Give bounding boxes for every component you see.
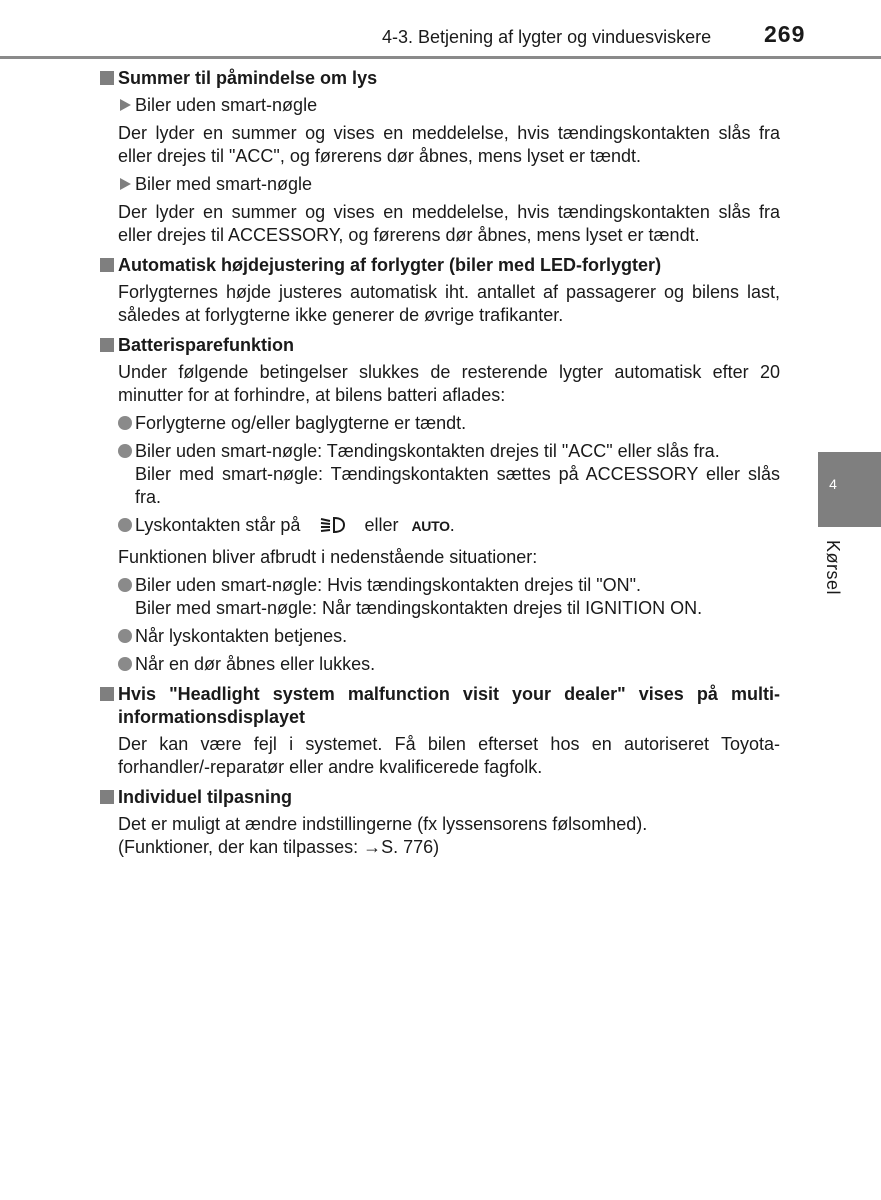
header-divider (0, 56, 881, 59)
circle-bullet-icon (118, 416, 132, 430)
page-reference-link[interactable]: (Funktioner, der kan tilpasses: →S. 776) (118, 837, 440, 857)
circle-bullet-icon (118, 578, 132, 592)
section-heading-malfunction: Hvis "Headlight system malfunction visit your dealer" vises på multi-informationsdisplayet (100, 683, 780, 729)
page-header (0, 0, 881, 60)
chapter-number: 4 (829, 476, 837, 492)
page-content (100, 67, 780, 864)
circle-bullet-icon (118, 657, 132, 671)
square-bullet-icon (100, 338, 114, 352)
auto-light-icon: AUTO (411, 518, 450, 534)
circle-bullet-icon (118, 629, 132, 643)
subheading-with-smart-key: Biler med smart-nøgle (118, 173, 780, 196)
chapter-label: Kørsel (823, 540, 843, 596)
triangle-bullet-icon (120, 99, 131, 111)
circle-bullet-icon (118, 518, 132, 532)
square-bullet-icon (100, 258, 114, 272)
paragraph: Det er muligt at ændre indstillingerne (fx lyssensorens følsomhed). (Funktioner, der kan tilpasses: →S. 776) (118, 813, 780, 859)
list-item: Når en dør åbnes eller lukkes. (118, 653, 780, 676)
circle-bullet-icon (118, 444, 132, 458)
subheading-without-smart-key: Biler uden smart-nøgle (118, 94, 780, 117)
paragraph: Forlygternes højde justeres automatisk iht. antallet af passagerer og bilens last, således at forlygterne ikke generer de øvrige trafikanter. (118, 282, 780, 325)
list-item: Biler uden smart-nøgle: Tændingskontakten drejes til "ACC" eller slås fra. Biler med smart-nøgle: Tændingskontakten sættes på ACCESSORY eller slås fra. (118, 440, 780, 509)
paragraph: Der lyder en summer og vises en meddelelse, hvis tændingskontakten slås fra eller drejes til ACCESSORY, og førerens dør åbnes, mens lyset er tændt. (118, 202, 780, 245)
paragraph: Under følgende betingelser slukkes de resterende lygter automatisk efter 20 minutter for at forhindre, at bilens batteri aflades: (118, 362, 780, 405)
paragraph: Funktionen bliver afbrudt i nedenstående situationer: (118, 547, 538, 567)
list-item: Biler uden smart-nøgle: Hvis tændingskontakten drejes til "ON". Biler med smart-nøgle: Når tændingskontakten drejes til IGNITION ON. (118, 574, 780, 620)
square-bullet-icon (100, 687, 114, 701)
triangle-bullet-icon (120, 178, 131, 190)
list-item: Forlygterne og/eller baglygterne er tændt. (118, 412, 780, 435)
headlight-icon (319, 515, 347, 541)
page-number: 269 (764, 21, 806, 47)
paragraph: Der kan være fejl i systemet. Få bilen efterset hos en autoriseret Toyota-forhandler/-reparatør eller andre kvalificerede fagfolk. (118, 734, 780, 777)
section-title: 4-3. Betjening af lygter og vinduesviskere (382, 27, 712, 47)
square-bullet-icon (100, 790, 114, 804)
list-item: Lyskontakten står på eller AUTO. (118, 514, 780, 541)
paragraph: Der lyder en summer og vises en meddelelse, hvis tændingskontakten slås fra eller drejes til "ACC", og førerens dør åbnes, mens lyset er tændt. (118, 123, 780, 166)
section-heading-battery: Batterisparefunktion (100, 334, 780, 357)
chapter-tab[interactable] (818, 452, 881, 527)
square-bullet-icon (100, 71, 114, 85)
list-item: Når lyskontakten betjenes. (118, 625, 780, 648)
section-heading-auto-level: Automatisk højdejustering af forlygter (biler med LED-forlygter) (100, 254, 780, 277)
section-heading-summer: Summer til påmindelse om lys (100, 67, 780, 90)
section-heading-customization: Individuel tilpasning (100, 786, 780, 809)
